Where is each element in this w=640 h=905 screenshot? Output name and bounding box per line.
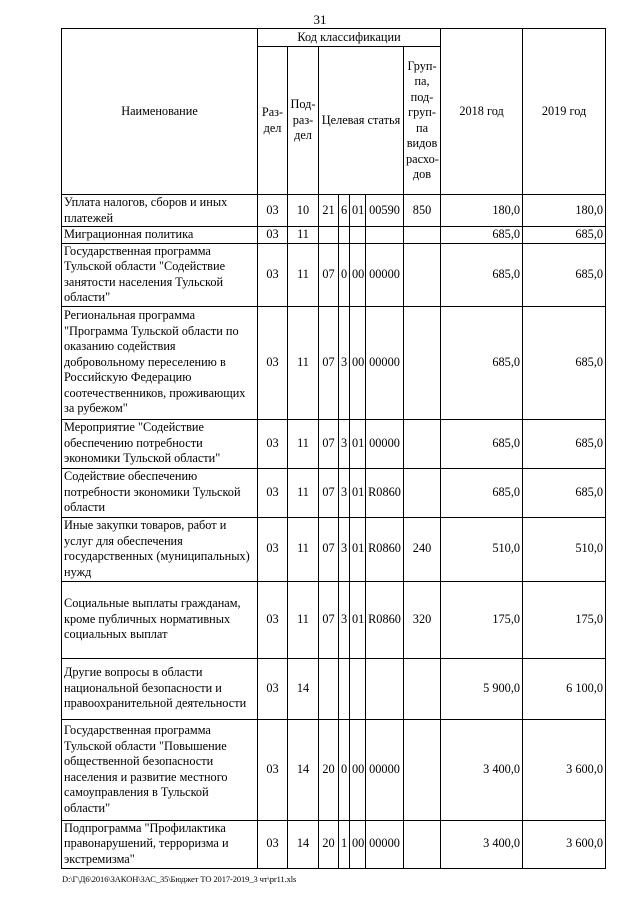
row-value-2018: 3 400,0 bbox=[441, 719, 523, 820]
row-expense-group: 320 bbox=[404, 581, 441, 658]
row-article-event: 01 bbox=[350, 581, 366, 658]
row-article-program bbox=[319, 658, 339, 719]
row-section: 03 bbox=[258, 658, 288, 719]
row-article-program bbox=[319, 227, 339, 244]
table-row bbox=[62, 419, 606, 468]
row-value-2018: 175,0 bbox=[441, 581, 523, 658]
header-classification-code: Код классификации bbox=[258, 29, 441, 47]
row-article-subprogram bbox=[339, 227, 350, 244]
row-section: 03 bbox=[258, 468, 288, 517]
row-subsection: 11 bbox=[288, 468, 319, 517]
footer-file-path: D:\Г\Д6\2016\ЗАКОН\ЗАС_35\Бюджет ТО 2017-2019_3 чт\pr11.xls bbox=[62, 874, 297, 884]
table-row bbox=[62, 517, 606, 581]
table-row bbox=[62, 719, 606, 820]
row-value-2019: 685,0 bbox=[523, 468, 606, 517]
row-name: Содействие обеспечению потребности экономики Тульской области bbox=[62, 468, 258, 517]
row-article-direction: R0860 bbox=[366, 517, 404, 581]
table-row bbox=[62, 306, 606, 419]
row-name: Государственная программа Тульской области "Содействие занятости населения Тульской области" bbox=[62, 243, 258, 306]
row-article-event: 00 bbox=[350, 719, 366, 820]
page-number: 31 bbox=[313, 12, 327, 27]
row-section: 03 bbox=[258, 419, 288, 468]
row-article-event bbox=[350, 227, 366, 244]
row-article-subprogram: 0 bbox=[339, 719, 350, 820]
row-article-program: 07 bbox=[319, 517, 339, 581]
row-article-subprogram: 3 bbox=[339, 419, 350, 468]
row-article-direction: 00000 bbox=[366, 419, 404, 468]
row-value-2018: 3 400,0 bbox=[441, 820, 523, 868]
header-year-2018: 2018 год bbox=[441, 29, 523, 195]
row-subsection: 14 bbox=[288, 719, 319, 820]
row-subsection: 11 bbox=[288, 419, 319, 468]
row-article-subprogram: 3 bbox=[339, 517, 350, 581]
row-article-direction bbox=[366, 658, 404, 719]
row-expense-group bbox=[404, 419, 441, 468]
row-article-direction bbox=[366, 227, 404, 244]
header-year-2019: 2019 год bbox=[523, 29, 606, 195]
row-article-direction: 00590 bbox=[366, 195, 404, 227]
row-name: Иные закупки товаров, работ и услуг для обеспечения государственных (муниципальных) нужд bbox=[62, 517, 258, 581]
row-article-program: 07 bbox=[319, 468, 339, 517]
row-article-program: 07 bbox=[319, 581, 339, 658]
table-row bbox=[62, 658, 606, 719]
row-name: Другие вопросы в области национальной безопасности и правоохранительной деятельности bbox=[62, 658, 258, 719]
row-name: Миграционная политика bbox=[62, 227, 258, 244]
row-value-2019: 510,0 bbox=[523, 517, 606, 581]
row-value-2019: 685,0 bbox=[523, 243, 606, 306]
row-subsection: 10 bbox=[288, 195, 319, 227]
row-subsection: 11 bbox=[288, 227, 319, 244]
row-value-2019: 685,0 bbox=[523, 306, 606, 419]
row-article-direction: 00000 bbox=[366, 820, 404, 868]
row-article-direction: 00000 bbox=[366, 243, 404, 306]
row-subsection: 11 bbox=[288, 243, 319, 306]
row-value-2018: 685,0 bbox=[441, 243, 523, 306]
row-section: 03 bbox=[258, 306, 288, 419]
row-value-2018: 510,0 bbox=[441, 517, 523, 581]
row-section: 03 bbox=[258, 820, 288, 868]
row-value-2018: 685,0 bbox=[441, 419, 523, 468]
row-name: Государственная программа Тульской области "Повышение общественной безопасности населения и развитие местного самоуправления в Тульской области" bbox=[62, 719, 258, 820]
row-subsection: 14 bbox=[288, 820, 319, 868]
row-expense-group bbox=[404, 306, 441, 419]
table-row bbox=[62, 820, 606, 868]
row-article-event bbox=[350, 658, 366, 719]
row-article-event: 01 bbox=[350, 517, 366, 581]
row-article-event: 01 bbox=[350, 419, 366, 468]
header-target-article: Целевая статья bbox=[319, 47, 404, 195]
row-section: 03 bbox=[258, 581, 288, 658]
row-article-program: 20 bbox=[319, 820, 339, 868]
row-article-direction: R0860 bbox=[366, 468, 404, 517]
row-article-event: 00 bbox=[350, 306, 366, 419]
row-name: Уплата налогов, сборов и иных платежей bbox=[62, 195, 258, 227]
row-article-subprogram: 1 bbox=[339, 820, 350, 868]
row-article-program: 07 bbox=[319, 306, 339, 419]
row-section: 03 bbox=[258, 517, 288, 581]
header-expense-group: Груп- па, под- груп- па видов расхо- дов bbox=[404, 47, 441, 195]
row-expense-group: 240 bbox=[404, 517, 441, 581]
row-value-2019: 3 600,0 bbox=[523, 820, 606, 868]
header-subsection: Под- раз- дел bbox=[288, 47, 319, 195]
table-row bbox=[62, 468, 606, 517]
table-row bbox=[62, 195, 606, 227]
row-article-subprogram: 6 bbox=[339, 195, 350, 227]
row-value-2019: 685,0 bbox=[523, 419, 606, 468]
row-section: 03 bbox=[258, 243, 288, 306]
row-article-subprogram: 3 bbox=[339, 306, 350, 419]
header-name: Наименование bbox=[62, 29, 258, 195]
row-name: Мероприятие "Содействие обеспечению потребности экономики Тульской области" bbox=[62, 419, 258, 468]
row-subsection: 11 bbox=[288, 517, 319, 581]
row-value-2019: 175,0 bbox=[523, 581, 606, 658]
row-article-subprogram: 3 bbox=[339, 468, 350, 517]
row-value-2018: 685,0 bbox=[441, 306, 523, 419]
row-article-program: 21 bbox=[319, 195, 339, 227]
row-article-event: 01 bbox=[350, 195, 366, 227]
table-row bbox=[62, 581, 606, 658]
row-value-2019: 685,0 bbox=[523, 227, 606, 244]
row-value-2019: 3 600,0 bbox=[523, 719, 606, 820]
row-expense-group bbox=[404, 243, 441, 306]
row-section: 03 bbox=[258, 719, 288, 820]
row-article-direction: R0860 bbox=[366, 581, 404, 658]
row-article-direction: 00000 bbox=[366, 306, 404, 419]
row-article-program: 20 bbox=[319, 719, 339, 820]
row-value-2018: 685,0 bbox=[441, 468, 523, 517]
row-name: Подпрограмма "Профилактика правонарушений, терроризма и экстремизма" bbox=[62, 820, 258, 868]
row-value-2018: 685,0 bbox=[441, 227, 523, 244]
row-article-event: 01 bbox=[350, 468, 366, 517]
row-subsection: 14 bbox=[288, 658, 319, 719]
row-article-event: 00 bbox=[350, 243, 366, 306]
table-body bbox=[62, 195, 606, 869]
row-value-2019: 6 100,0 bbox=[523, 658, 606, 719]
row-article-program: 07 bbox=[319, 419, 339, 468]
row-value-2019: 180,0 bbox=[523, 195, 606, 227]
table-row bbox=[62, 227, 606, 244]
row-name: Региональная программа "Программа Тульской области по оказанию содействия добровольному переселению в Российскую Федерацию соотечественников, проживающих за рубежом" bbox=[62, 306, 258, 419]
row-article-subprogram: 3 bbox=[339, 581, 350, 658]
row-expense-group: 850 bbox=[404, 195, 441, 227]
row-expense-group bbox=[404, 468, 441, 517]
row-article-event: 00 bbox=[350, 820, 366, 868]
row-value-2018: 180,0 bbox=[441, 195, 523, 227]
row-article-direction: 00000 bbox=[366, 719, 404, 820]
table-row bbox=[62, 243, 606, 306]
row-section: 03 bbox=[258, 195, 288, 227]
header-section: Раз- дел bbox=[258, 47, 288, 195]
row-expense-group bbox=[404, 658, 441, 719]
row-subsection: 11 bbox=[288, 581, 319, 658]
row-article-subprogram bbox=[339, 658, 350, 719]
row-section: 03 bbox=[258, 227, 288, 244]
row-expense-group bbox=[404, 820, 441, 868]
row-article-program: 07 bbox=[319, 243, 339, 306]
budget-table bbox=[61, 28, 606, 869]
row-value-2018: 5 900,0 bbox=[441, 658, 523, 719]
row-expense-group bbox=[404, 719, 441, 820]
row-expense-group bbox=[404, 227, 441, 244]
row-subsection: 11 bbox=[288, 306, 319, 419]
row-article-subprogram: 0 bbox=[339, 243, 350, 306]
row-name: Социальные выплаты гражданам, кроме публичных нормативных социальных выплат bbox=[62, 581, 258, 658]
